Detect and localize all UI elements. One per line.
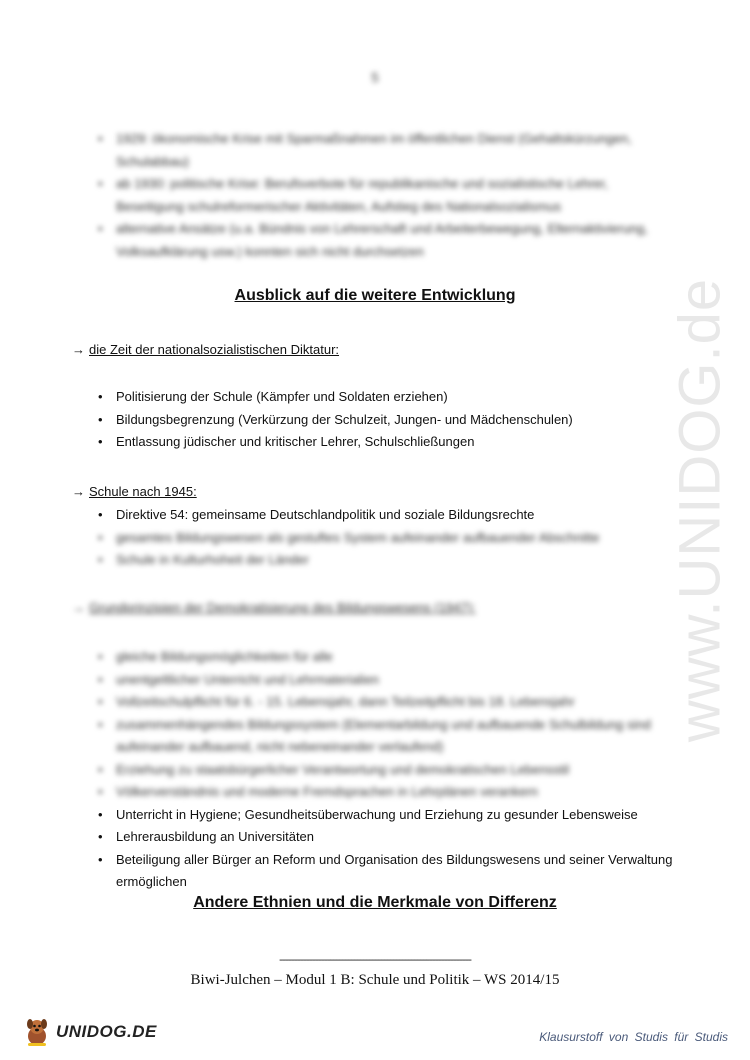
list-item: • unentgeltlicher Unterricht und Lehrmaterialien [96,669,676,692]
arrow-icon: → [72,600,85,615]
list-item: • Schule in Kulturhoheit der Länder [96,549,676,572]
top-bullet-list [96,128,676,263]
footer-divider: ---------------------------------------------------------------- [279,952,471,966]
list-item: • zusammenhängendes Bildungssystem (Elementarbildung und aufbauende Schulbildung sind aufeinander aufbauend, nicht nebeneinander verlaufend) [96,714,676,759]
tagline: Klausurstoff von Studis für Studis [539,1030,728,1044]
list-item: • alternative Ansätze (u.a. Bündnis von Lehrerschaft und Arbeiterbewegung, Elternaktivierung, Volksaufklärung usw.) konnten sich nicht durchsetzen [96,218,676,263]
arrow-icon: → [72,484,85,499]
post-1945-list [96,504,676,572]
section-heading: Andere Ethnien und die Merkmale von Differenz [193,894,557,911]
subsection-label: die Zeit der nationalsozialistischen Diktatur: [89,342,340,357]
list-item: • Direktive 54: gemeinsame Deutschlandpolitik und soziale Bildungsrechte [96,504,676,527]
list-item: • ab 1930: politische Krise: Berufsverbote für republikanische und sozialistische Lehrer, Beseitigung schulreformerischer Aktivitäten, Aufstieg des Nationalsozialismus [96,173,676,218]
list-item: • gleiche Bildungsmöglichkeiten für alle [96,646,676,669]
list-item: • gesamtes Bildungswesen als gestuftes System aufeinander aufbauender Abschnitte [96,527,676,550]
subsection-label: Schule nach 1945: [89,484,197,499]
footer-text: Biwi-Julchen – Modul 1 B: Schule und Politik – WS 2014/15 [190,972,560,988]
list-item: • Bildungsbegrenzung (Verkürzung der Schulzeit, Jungen- und Mädchenschulen) [96,409,676,432]
logo-text: UNIDOG.DE [56,1022,157,1041]
section-heading: Ausblick auf die weitere Entwicklung [234,287,516,304]
subsection-label: Grundprinzipien der Demokratisierung des Bildungswesens (1947): [89,600,476,615]
subsection-title [72,484,197,499]
list-item: • 1929: ökonomische Krise mit Sparmaßnahmen im öffentlichen Dienst (Gehaltskürzungen, Schulabbau) [96,128,676,173]
democratization-list [96,646,676,894]
watermark-text: www.UNIDOG.de [667,277,733,743]
dog-icon [22,1016,52,1048]
list-item: • Lehrerausbildung an Universitäten [96,826,676,849]
subsection-title [72,342,339,357]
list-item: • Vollzeitschulpflicht für 6. - 15. Lebensjahr, dann Teilzeitpflicht bis 18. Lebensjahr [96,691,676,714]
list-item: • Unterricht in Hygiene; Gesundheitsüberwachung und Erziehung zu gesunder Lebensweise [96,804,676,827]
nazi-era-list [96,386,676,454]
arrow-icon: → [72,342,85,357]
list-item: • Völkerverständnis und moderne Fremdsprachen in Lehrplänen verankern [96,781,676,804]
list-item: • Erziehung zu staatsbürgerlicher Verantwortung und demokratischen Lebensstil [96,759,676,782]
unidog-logo[interactable] [22,1014,157,1050]
list-item: • Beteiligung aller Bürger an Reform und Organisation des Bildungswesens und seiner Verwaltung ermöglichen [96,849,676,894]
list-item: • Politisierung der Schule (Kämpfer und Soldaten erziehen) [96,386,676,409]
subsection-title [72,600,476,615]
list-item: • Entlassung jüdischer und kritischer Lehrer, Schulschließungen [96,431,676,454]
page-number: 5 [371,70,379,85]
